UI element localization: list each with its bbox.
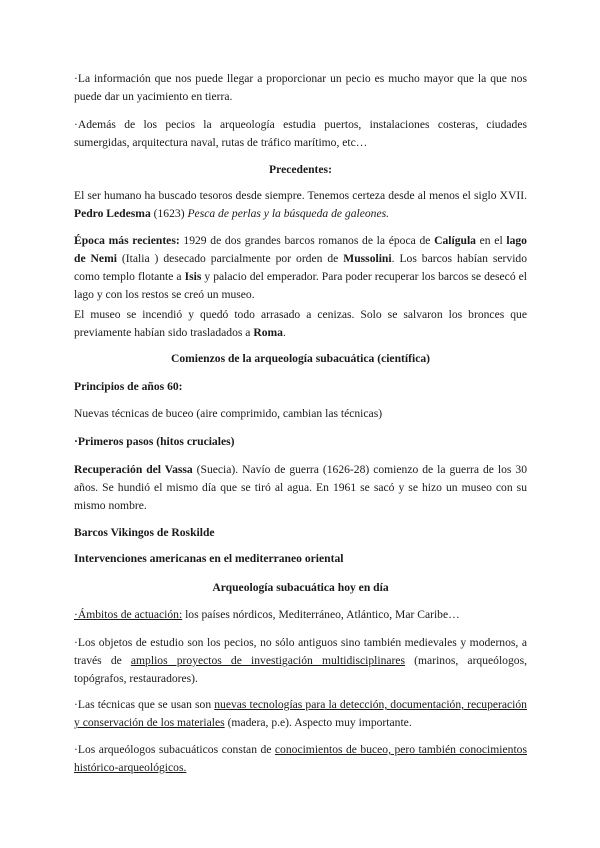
bold-mussolini: Mussolini	[343, 252, 392, 265]
paragraph-museo-incendio: El museo se incendió y quedó todo arrasado a cenizas. Solo se salvaron los bronces que previamente habían sido trasladados a Roma.	[74, 308, 527, 339]
underline-proyectos: amplios proyectos de investigación multidisciplinares	[130, 654, 406, 667]
paragraph-vassa: Recuperación del Vassa (Suecia). Navío de guerra (1626-28) comienzo de la guerra de los 30 años. Se hundió el mismo día que se tiró al agua. En 1961 se sacó y se hizo un museo con su mismo nombre.	[74, 463, 527, 512]
heading-precedentes: Precedentes:	[269, 163, 332, 176]
paragraph-pecio-info: ·La información que nos puede llegar a proporcionar un pecio es mucho mayor que la que nos puede dar un yacimiento en tierra.	[74, 72, 527, 103]
underline-ambitos: ·Ámbitos de actuación:	[74, 608, 183, 621]
paragraph-tecnicas: ·Las técnicas que se usan son nuevas tecnologías para la detección, documentación, recuperación y conservación de los materiales (madera, p.e). Aspecto muy importante.	[74, 698, 527, 729]
paragraph-arqueologos: ·Los arqueólogos subacuáticos constan de conocimientos de buceo, pero también conocimientos histórico-arqueológicos.	[74, 743, 527, 774]
underline-conocimientos: conocimientos de buceo, pero también conocimientos histórico-arqueológicos.	[74, 743, 527, 774]
heading-principios-60: Principios de años 60:	[74, 380, 183, 393]
paragraph-objetos-estudio: ·Los objetos de estudio son los pecios, no sólo antiguos sino también medievales y modernos, a través de amplios proyectos de investigación multidisciplinares (marinos, arqueólogos, topógrafos, restauradores).	[74, 636, 527, 685]
heading-arqueologia-hoy: Arqueología subacuática hoy en día	[212, 581, 389, 594]
paragraph-tesoros: El ser humano ha buscado tesoros desde siempre. Tenemos certeza desde al menos el siglo XVII. Pedro Ledesma (1623) Pesca de perlas y la búsqueda de galeones.	[74, 189, 527, 220]
bold-pedro-ledesma: Pedro Ledesma	[74, 207, 151, 220]
paragraph-ambitos-actuacion: ·Ámbitos de actuación: los países nórdicos, Mediterráneo, Atlántico, Mar Caribe…	[74, 608, 460, 621]
bold-epoca: Época más recientes:	[74, 234, 180, 247]
paragraph-nuevas-tecnicas: Nuevas técnicas de buceo (aire comprimido, cambian las técnicas)	[74, 407, 383, 420]
italic-book-title: Pesca de perlas y la búsqueda de galeones.	[187, 207, 390, 220]
bold-isis: Isis	[184, 270, 202, 283]
heading-comienzos: Comienzos de la arqueología subacuática (científica)	[170, 352, 430, 365]
heading-primeros-pasos: ·Primeros pasos (hitos cruciales)	[74, 435, 235, 448]
bold-roma: Roma	[253, 326, 283, 339]
heading-roskilde: Barcos Vikingos de Roskilde	[74, 526, 215, 539]
heading-intervenciones: Intervenciones americanas en el mediterraneo oriental	[74, 552, 344, 565]
paragraph-nemi: Época más recientes: 1929 de dos grandes barcos romanos de la época de Calígula en el lago de Nemi (Italia ) desecado parcialmente por orden de Mussolini. Los barcos habían servido como templo flotante a Isis y palacio del emperador. Para poder recuperar los barcos se desecó el lago y con los restos se creó un museo.	[74, 234, 528, 301]
paragraph-ambitos-estudio: ·Además de los pecios la arqueología estudia puertos, instalaciones costeras, ciudades sumergidas, arquitectura naval, rutas de tráfico marítimo, etc…	[74, 118, 527, 149]
bold-lago-nemi: lago de Nemi	[74, 234, 527, 265]
underline-tecnologias: nuevas tecnologías para la detección, documentación, recuperación y conservación de los materiales	[74, 698, 527, 729]
bold-caligula: Calígula	[434, 234, 476, 247]
bold-vassa: Recuperación del Vassa	[74, 463, 193, 476]
